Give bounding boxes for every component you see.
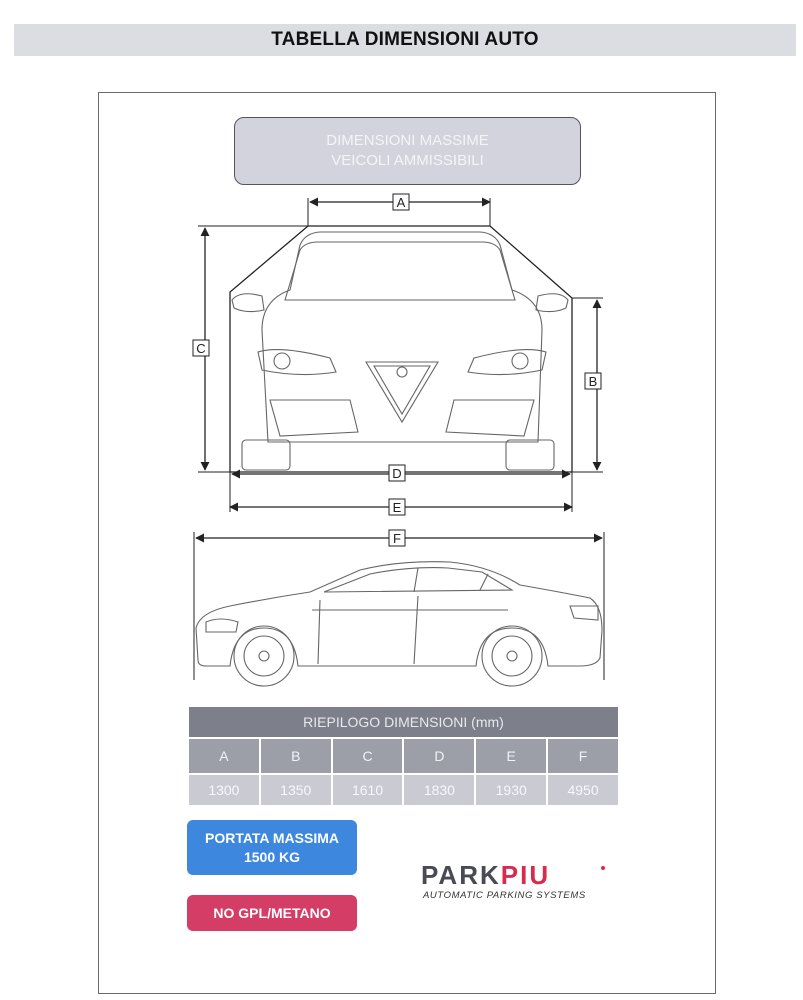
svg-text:E: E [392, 500, 402, 515]
value-cell: 4950 [547, 774, 619, 806]
label-d [389, 465, 405, 481]
summary-title: RIEPILOGO DIMENSIONI (mm) [188, 706, 619, 738]
value-cell: 1610 [332, 774, 404, 806]
value-cell: 1930 [475, 774, 547, 806]
svg-text:A: A [396, 195, 406, 210]
car-side-view [196, 562, 602, 686]
label-a [393, 194, 409, 210]
column-header: B [260, 738, 332, 774]
dimension-f-line [194, 532, 604, 680]
parkpiu-logo [421, 860, 621, 910]
column-header: D [403, 738, 475, 774]
column-header: C [332, 738, 404, 774]
capacity-line1: PORTATA MASSIMA [204, 829, 340, 846]
label-b [585, 373, 601, 389]
column-header: F [547, 738, 619, 774]
logo-brand-part2: PIU [500, 860, 551, 890]
label-c [193, 340, 209, 356]
value-cell: 1350 [260, 774, 332, 806]
column-header: E [475, 738, 547, 774]
max-dimensions-line2: VEICOLI AMMISSIBILI [331, 152, 484, 169]
logo-brand-part1: PARK [421, 860, 501, 890]
logo-dot-icon [601, 866, 605, 870]
label-e [389, 499, 405, 515]
label-f [389, 530, 405, 546]
value-cell: 1300 [188, 774, 260, 806]
capacity-line2: 1500 KG [243, 848, 301, 865]
envelope-outline [230, 226, 572, 472]
svg-text:D: D [392, 466, 402, 481]
summary-values-row [188, 774, 619, 806]
value-cell: 1830 [403, 774, 475, 806]
column-header: A [188, 738, 260, 774]
logo-tagline: AUTOMATIC PARKING SYSTEMS [423, 890, 586, 901]
svg-text:B: B [588, 374, 598, 389]
max-capacity-badge [187, 820, 357, 875]
dimension-summary-table [187, 705, 620, 807]
car-front-view [232, 232, 568, 470]
svg-text:F: F [393, 531, 401, 546]
page-title: TABELLA DIMENSIONI AUTO [271, 29, 539, 50]
svg-text:C: C [196, 341, 206, 356]
summary-header-row [188, 738, 619, 774]
fuel-restriction: NO GPL/METANO [213, 905, 331, 921]
max-dimensions-line1: DIMENSIONI MASSIME [326, 132, 489, 149]
no-gpl-badge [187, 895, 357, 931]
